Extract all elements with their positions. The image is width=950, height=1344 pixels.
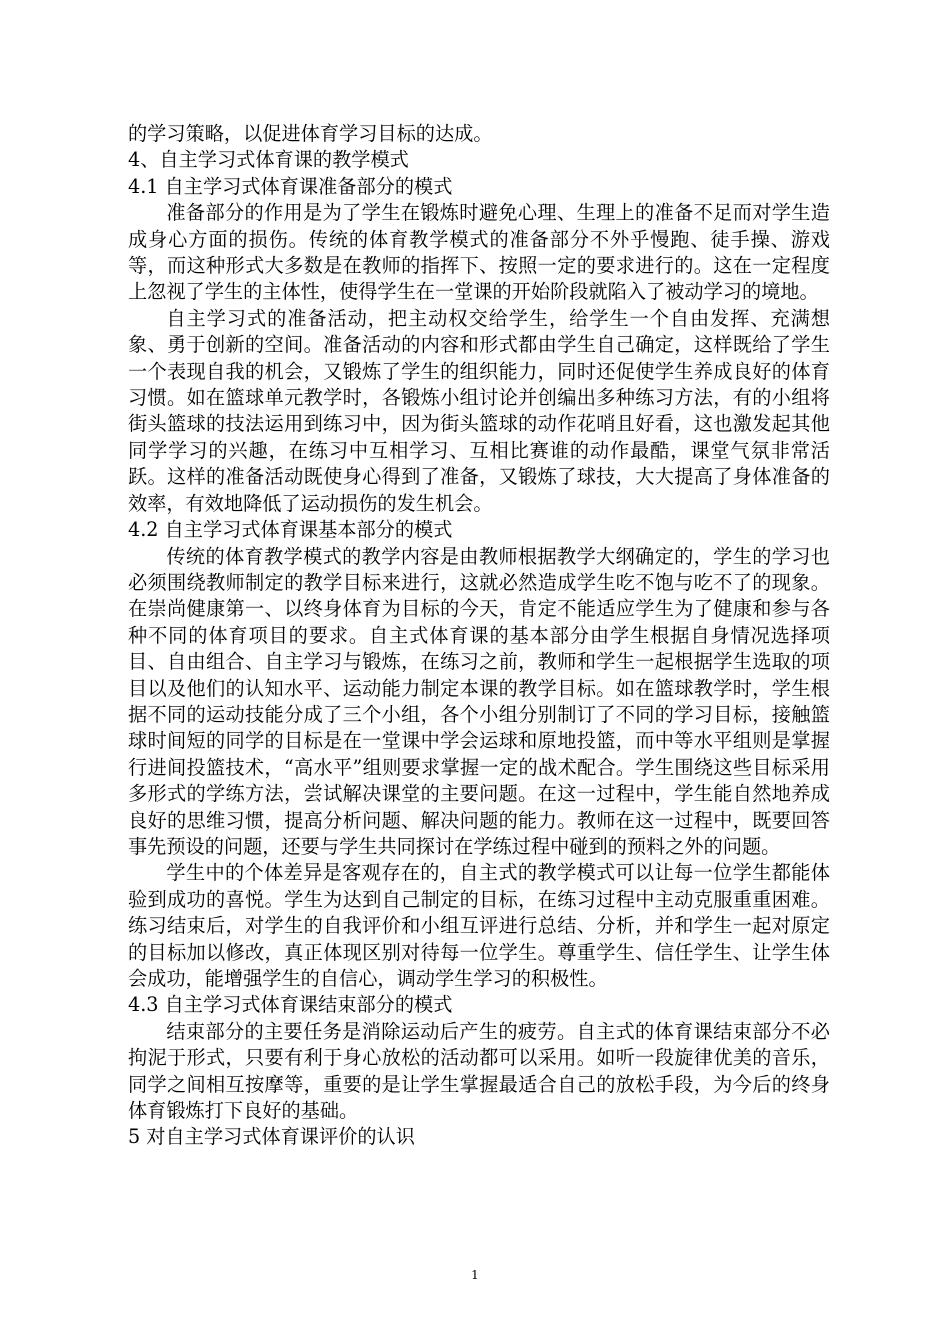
section-4-1-paragraph-1: 准备部分的作用是为了学生在锻炼时避免心理、生理上的准备不足而对学生造成身心方面的损伤。传统的体育教学模式的准备部分不外乎慢跑、徒手操、游戏等，而这种形式大多数是在教师的指挥下、按照一定的要求进行的。这在一定程度上忽视了学生的主体性，使得学生在一堂课的开始阶段就陷入了被动学习的境地。 bbox=[128, 201, 830, 304]
document-body bbox=[128, 121, 830, 1151]
section-4-3-paragraph-1: 结束部分的主要任务是消除运动后产生的疲劳。自主式的体育课结束部分不必拘泥于形式，只要有利于身心放松的活动都可以采用。如听一段旋律优美的音乐，同学之间相互按摩等，重要的是让学生掌握最适合自己的放松手段，为今后的终身体育锻炼打下良好的基础。 bbox=[128, 1019, 830, 1123]
section-4-1-heading: 4.1 自主学习式体育课准备部分的模式 bbox=[128, 174, 453, 198]
section-4-2-heading: 4.2 自主学习式体育课基本部分的模式 bbox=[128, 518, 453, 542]
opening-line: 的学习策略，以促进体育学习目标的达成。 bbox=[128, 122, 493, 145]
section-4-2-paragraph-2: 学生中的个体差异是客观存在的，自主式的教学模式可以让每一位学生都能体验到成功的喜悦。学生为达到自己制定的目标，在练习过程中主动克服重重困难。练习结束后，对学生的自我评价和小组互评进行总结、分析，并和学生一起对原定的目标加以修改，真正体现区别对待每一位学生。尊重学生、信任学生、让学生体会成功，能增强学生的自信心，调动学生学习的积极性。 bbox=[128, 861, 830, 990]
section-4-2-paragraph-1: 传统的体育教学模式的教学内容是由教师根据教学大纲确定的，学生的学习也必须围绕教师制定的教学目标来进行，这就必然造成学生吃不饱与吃不了的现象。在崇尚健康第一、以终身体育为目标的今天，肯定不能适应学生为了健康和参与各种不同的体育项目的要求。自主式体育课的基本部分由学生根据自身情况选择项目、自由组合、自主学习与锻炼，在练习之前，教师和学生一起根据学生选取的项目以及他们的认知水平、运动能力制定本课的教学目标。如在篮球教学时，学生根据不同的运动技能分成了三个小组，各个小组分别制订了不同的学习目标，接触篮球时间短的同学的目标是在一堂课中学会运球和原地投篮，而中等水平组则是掌握行进间投篮技术，“高水平”组则要求掌握一定的战术配合。学生围绕这些目标采用多形式的学练方法，尝试解决课堂的主要问题。在这一过程中，学生能自然地养成良好的思维习惯，提高分析问题、解决问题的能力。教师在这一过程中，既要回答事先预设的问题，还要与学生共同探讨在学练过程中碰到的预料之外的问题。 bbox=[128, 544, 830, 858]
page-number: 1 bbox=[471, 1268, 479, 1282]
section-4-3-heading: 4.3 自主学习式体育课结束部分的模式 bbox=[128, 993, 453, 1017]
section-5-heading: 5 对自主学习式体育课评价的认识 bbox=[128, 1125, 415, 1149]
section-4-heading: 4、自主学习式体育课的教学模式 bbox=[128, 148, 409, 172]
section-4-1-paragraph-2: 自主学习式的准备活动，把主动权交给学生，给学生一个自由发挥、充满想象、勇于创新的空间。准备活动的内容和形式都由学生自己确定，这样既给了学生一个表现自我的机会，又锻炼了学生的组织能力，同时还促使学生养成良好的体育习惯。如在篮球单元教学时，各锻炼小组讨论并创编出多种练习方法，有的小组将街头篮球的技法运用到练习中，因为街头篮球的动作花哨且好看，这也激发起其他同学学习的兴趣，在练习中互相学习、互相比赛谁的动作最酷，课堂气氛非常活跃。这样的准备活动既使身心得到了准备，又锻炼了球技，大大提高了身体准备的效率，有效地降低了运动损伤的发生机会。 bbox=[128, 306, 830, 515]
